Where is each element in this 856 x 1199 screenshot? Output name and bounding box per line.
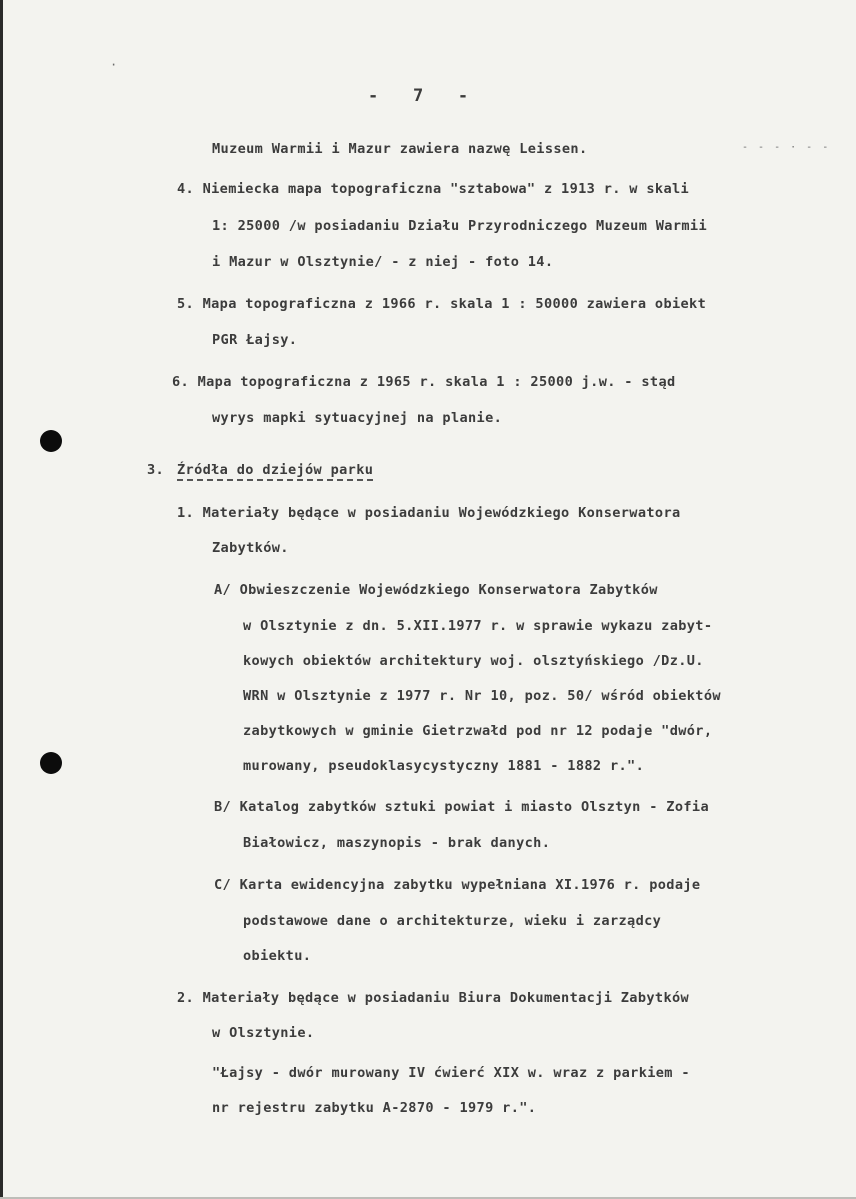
text-line: w Olsztynie z dn. 5.XII.1977 r. w sprawie wykazu zabyt- — [243, 618, 713, 634]
text-line: nr rejestru zabytku A-2870 - 1979 r.". — [212, 1100, 537, 1116]
text-line: "Łajsy - dwór murowany IV ćwierć XIX w. wraz z parkiem - — [212, 1065, 690, 1081]
text-line: WRN w Olsztynie z 1977 r. Nr 10, poz. 50/ wśród obiektów — [243, 688, 721, 704]
text-line: wyrys mapki sytuacyjnej na planie. — [212, 410, 503, 426]
text-line: Białowicz, maszynopis - brak danych. — [243, 835, 551, 851]
page-edge-left — [0, 0, 3, 1199]
text-line: Zabytków. — [212, 540, 289, 556]
text-line: zabytkowych w gminie Gietrzwałd pod nr 12 podaje "dwór, — [243, 723, 713, 739]
section-number: 3. — [147, 462, 165, 478]
text-line: Muzeum Warmii i Mazur zawiera nazwę Leissen. — [212, 141, 588, 157]
text-line: 2. Materiały będące w posiadaniu Biura Dokumentacji Zabytków — [177, 990, 690, 1006]
text-line: podstawowe dane o architekturze, wieku i zarządcy — [243, 913, 662, 929]
text-line: obiektu. — [243, 948, 312, 964]
stray-dashes: - - - · - - — [742, 142, 831, 153]
text-line: B/ Katalog zabytków sztuki powiat i miasto Olsztyn - Zofia — [214, 799, 709, 815]
text-line: 1. Materiały będące w posiadaniu Wojewódzkiego Konserwatora — [177, 505, 681, 521]
text-line: kowych obiektów architektury woj. olsztyńskiego /Dz.U. — [243, 653, 704, 669]
section-heading-text: Źródła do dziejów parku — [177, 462, 373, 481]
text-line: 5. Mapa topograficzna z 1966 r. skala 1 : 50000 zawiera obiekt — [177, 296, 707, 312]
text-line: PGR Łajsy. — [212, 332, 298, 348]
stray-mark: · — [110, 58, 118, 72]
text-line: w Olsztynie. — [212, 1025, 315, 1041]
page-number: - 7 - — [368, 86, 470, 106]
punch-hole — [40, 430, 62, 452]
text-line: 6. Mapa topograficzna z 1965 r. skala 1 : 25000 j.w. - stąd — [172, 374, 676, 390]
text-line: 4. Niemiecka mapa topograficzna "sztabowa" z 1913 r. w skali — [177, 181, 690, 197]
text-line: murowany, pseudoklasycystyczny 1881 - 1882 r.". — [243, 758, 645, 774]
text-line: C/ Karta ewidencyjna zabytku wypełniana XI.1976 r. podaje — [214, 877, 701, 893]
section-heading — [177, 460, 373, 480]
text-line: i Mazur w Olsztynie/ - z niej - foto 14. — [212, 254, 554, 270]
text-line: A/ Obwieszczenie Wojewódzkiego Konserwatora Zabytków — [214, 582, 658, 598]
text-line: 1: 25000 /w posiadaniu Działu Przyrodniczego Muzeum Warmii — [212, 218, 707, 234]
punch-hole — [40, 752, 62, 774]
